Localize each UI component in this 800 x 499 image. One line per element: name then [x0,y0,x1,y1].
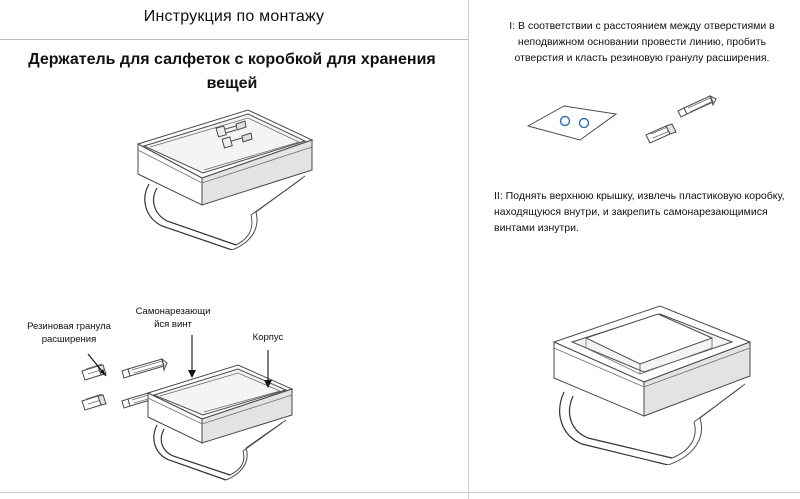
header-divider [0,39,468,40]
figure-fasteners [640,95,730,155]
figure-step2-product [540,290,770,465]
figure-main-product [100,100,320,250]
step-1-text: I: В соответствии с расстоянием между отверстиями в неподвижном основании провести линию, пробить отверстия и класть резиновую гранулу расширения. [509,20,775,64]
vertical-divider [468,0,469,499]
figure-wall-plate [520,100,630,150]
step-2-text: II: Поднять верхнюю крышку, извлечь пластиковую коробку, находящуюся внутри, и закрепить самонарезающимися винтами изнутри. [494,190,785,234]
product-subtitle: Держатель для салфеток с коробкой для хранения вещей [28,51,436,92]
callout-self-tapping-screw: Самонарезающи йся винт [135,306,211,330]
callout-rubber-granule: Резиновая гранула расширения [27,321,111,345]
callout-body: Корпус [252,332,284,343]
page-title: Инструкция по монтажу [143,8,325,25]
